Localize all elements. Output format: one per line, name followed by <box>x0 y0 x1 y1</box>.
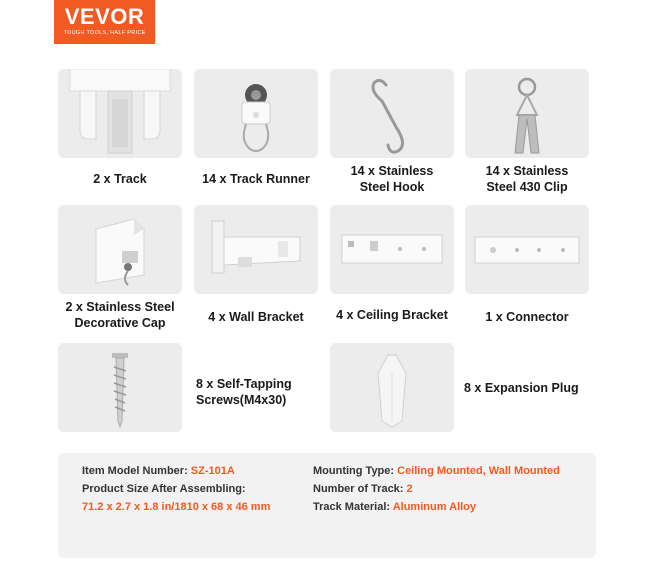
item-label-steel-hook: 14 x Stainless Steel Hook <box>350 164 434 194</box>
brand-name: VEVOR <box>64 4 145 29</box>
connector-card <box>465 205 589 294</box>
wall-bracket-icon <box>194 205 318 294</box>
spec-size-label: Product Size After Assembling: <box>82 483 246 495</box>
specs-panel <box>58 453 596 558</box>
item-label-wall-bracket: 4 x Wall Bracket <box>208 310 304 324</box>
item-label-screws: 8 x Self-Tapping Screws(M4x30) <box>196 377 292 407</box>
spec-mounting: Mounting Type: Ceiling Mounted, Wall Mounted <box>313 465 560 477</box>
brand-tagline: TOUGH TOOLS, HALF PRICE <box>63 30 146 36</box>
spec-material: Track Material: Aluminum Alloy <box>313 501 477 513</box>
s-hook-icon <box>330 69 454 158</box>
spec-size-value: 71.2 x 2.7 x 1.8 in/1810 x 68 x 46 mm <box>82 501 271 513</box>
track-runner-card <box>194 69 318 158</box>
track-icon <box>58 69 182 158</box>
item-label-ceiling-bracket: 4 x Ceiling Bracket <box>336 308 448 322</box>
clip-icon <box>465 69 589 158</box>
expansion-plug-card <box>330 343 454 432</box>
connector-icon <box>465 205 589 294</box>
item-label-track: 2 x Track <box>93 172 147 186</box>
screw-card <box>58 343 182 432</box>
wall-bracket-card <box>194 205 318 294</box>
spec-track-count: Number of Track: 2 <box>313 483 413 495</box>
decorative-cap-icon <box>58 205 182 294</box>
item-label-track-runner: 14 x Track Runner <box>202 172 310 186</box>
track-card <box>58 69 182 158</box>
item-label-decorative-cap: 2 x Stainless Steel Decorative Cap <box>65 300 175 330</box>
track-runner-icon <box>194 69 318 158</box>
expansion-plug-icon <box>330 343 454 432</box>
spec-model: Item Model Number: SZ-101A <box>82 465 235 477</box>
ceiling-bracket-icon <box>330 205 454 294</box>
decorative-cap-card <box>58 205 182 294</box>
item-label-connector: 1 x Connector <box>485 310 569 324</box>
item-label-steel-clip: 14 x Stainless Steel 430 Clip <box>485 164 569 194</box>
ceiling-bracket-card <box>330 205 454 294</box>
screw-icon <box>58 343 182 432</box>
stainless-clip-card <box>465 69 589 158</box>
vevor-logo <box>54 0 155 44</box>
stainless-hook-card <box>330 69 454 158</box>
item-label-expansion-plug: 8 x Expansion Plug <box>464 381 579 395</box>
